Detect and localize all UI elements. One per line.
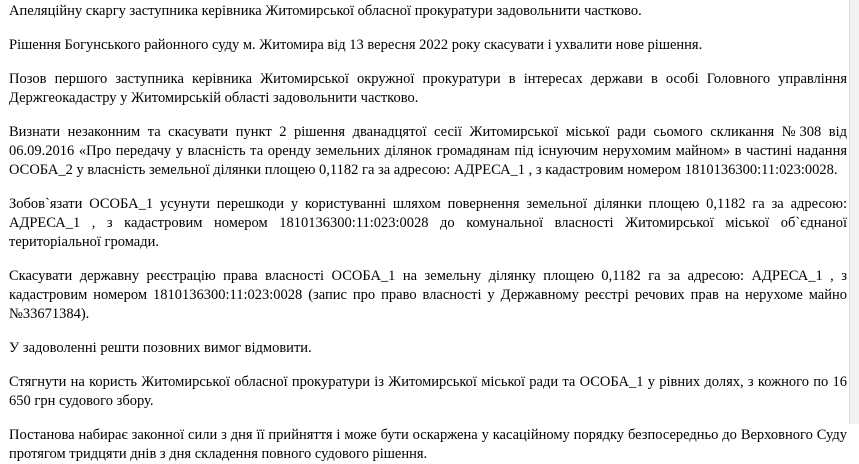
- document-body: [9, 0, 847, 464]
- paragraph-registration-cancel: Скасувати державну реєстрацію права власності ОСОБА_1 на земельну ділянку площею 0,1182 га за адресою: АДРЕСА_1 , з кадастровим номером 1810136300:11:023:0028 (запис про право власності у Державному реєстрі речових прав на нерухоме майно №33671384).: [9, 268, 847, 322]
- paragraph-claim-granted: Позов першого заступника керівника Житомирської окружної прокуратури в інтересах держави в особі Головного управління Держгеокадастру у Житомирській області задовольнити частково.: [9, 71, 847, 106]
- vertical-scrollbar[interactable]: [849, 0, 859, 424]
- paragraph-decision-annulled: Рішення Богунського районного суду м. Житомира від 13 вересня 2022 року скасувати і ухвалити нове рішення.: [9, 37, 703, 53]
- paragraph-court-fee: Стягнути на користь Житомирської обласної прокуратури із Житомирської міської ради та ОСОБА_1 у рівних долях, з кожного по 16 650 грн судового збору.: [9, 374, 847, 409]
- paragraph-appeal-granted: Апеляційну скаргу заступника керівника Житомирської обласної прокуратури задовольнити частково.: [9, 3, 642, 19]
- paragraph-land-return: Зобов`язати ОСОБА_1 усунути перешкоди у користуванні шляхом повернення земельної ділянки площею 0,1182 га за адресою: АДРЕСА_1 , з кадастровим номером 1810136300:11:023:0028 до комунальної власності Житомирської міської об`єднаної територіальної громади.: [9, 196, 847, 250]
- paragraph-remaining-denied: У задоволенні решти позовних вимог відмовити.: [9, 340, 312, 356]
- paragraph-council-decision-void: Визнати незаконним та скасувати пункт 2 рішення дванадцятої сесії Житомирської міської ради сьомого скликання №308 від 06.09.2016 «Про передачу у власність та оренду земельних ділянок громадянам під існуючим нерухомим майном» в частині надання ОСОБА_2 у власність земельної ділянки площею 0,1182 га за адресою: АДРЕСА_1 , з кадастровим номером 1810136300:11:023:0028.: [9, 124, 847, 178]
- paragraph-appeal-procedure: Постанова набирає законної сили з дня її прийняття і може бути оскаржена у касаційному порядку безпосередньо до Верховного Суду протягом тридцяти днів з дня складення повного судового рішення.: [9, 427, 847, 462]
